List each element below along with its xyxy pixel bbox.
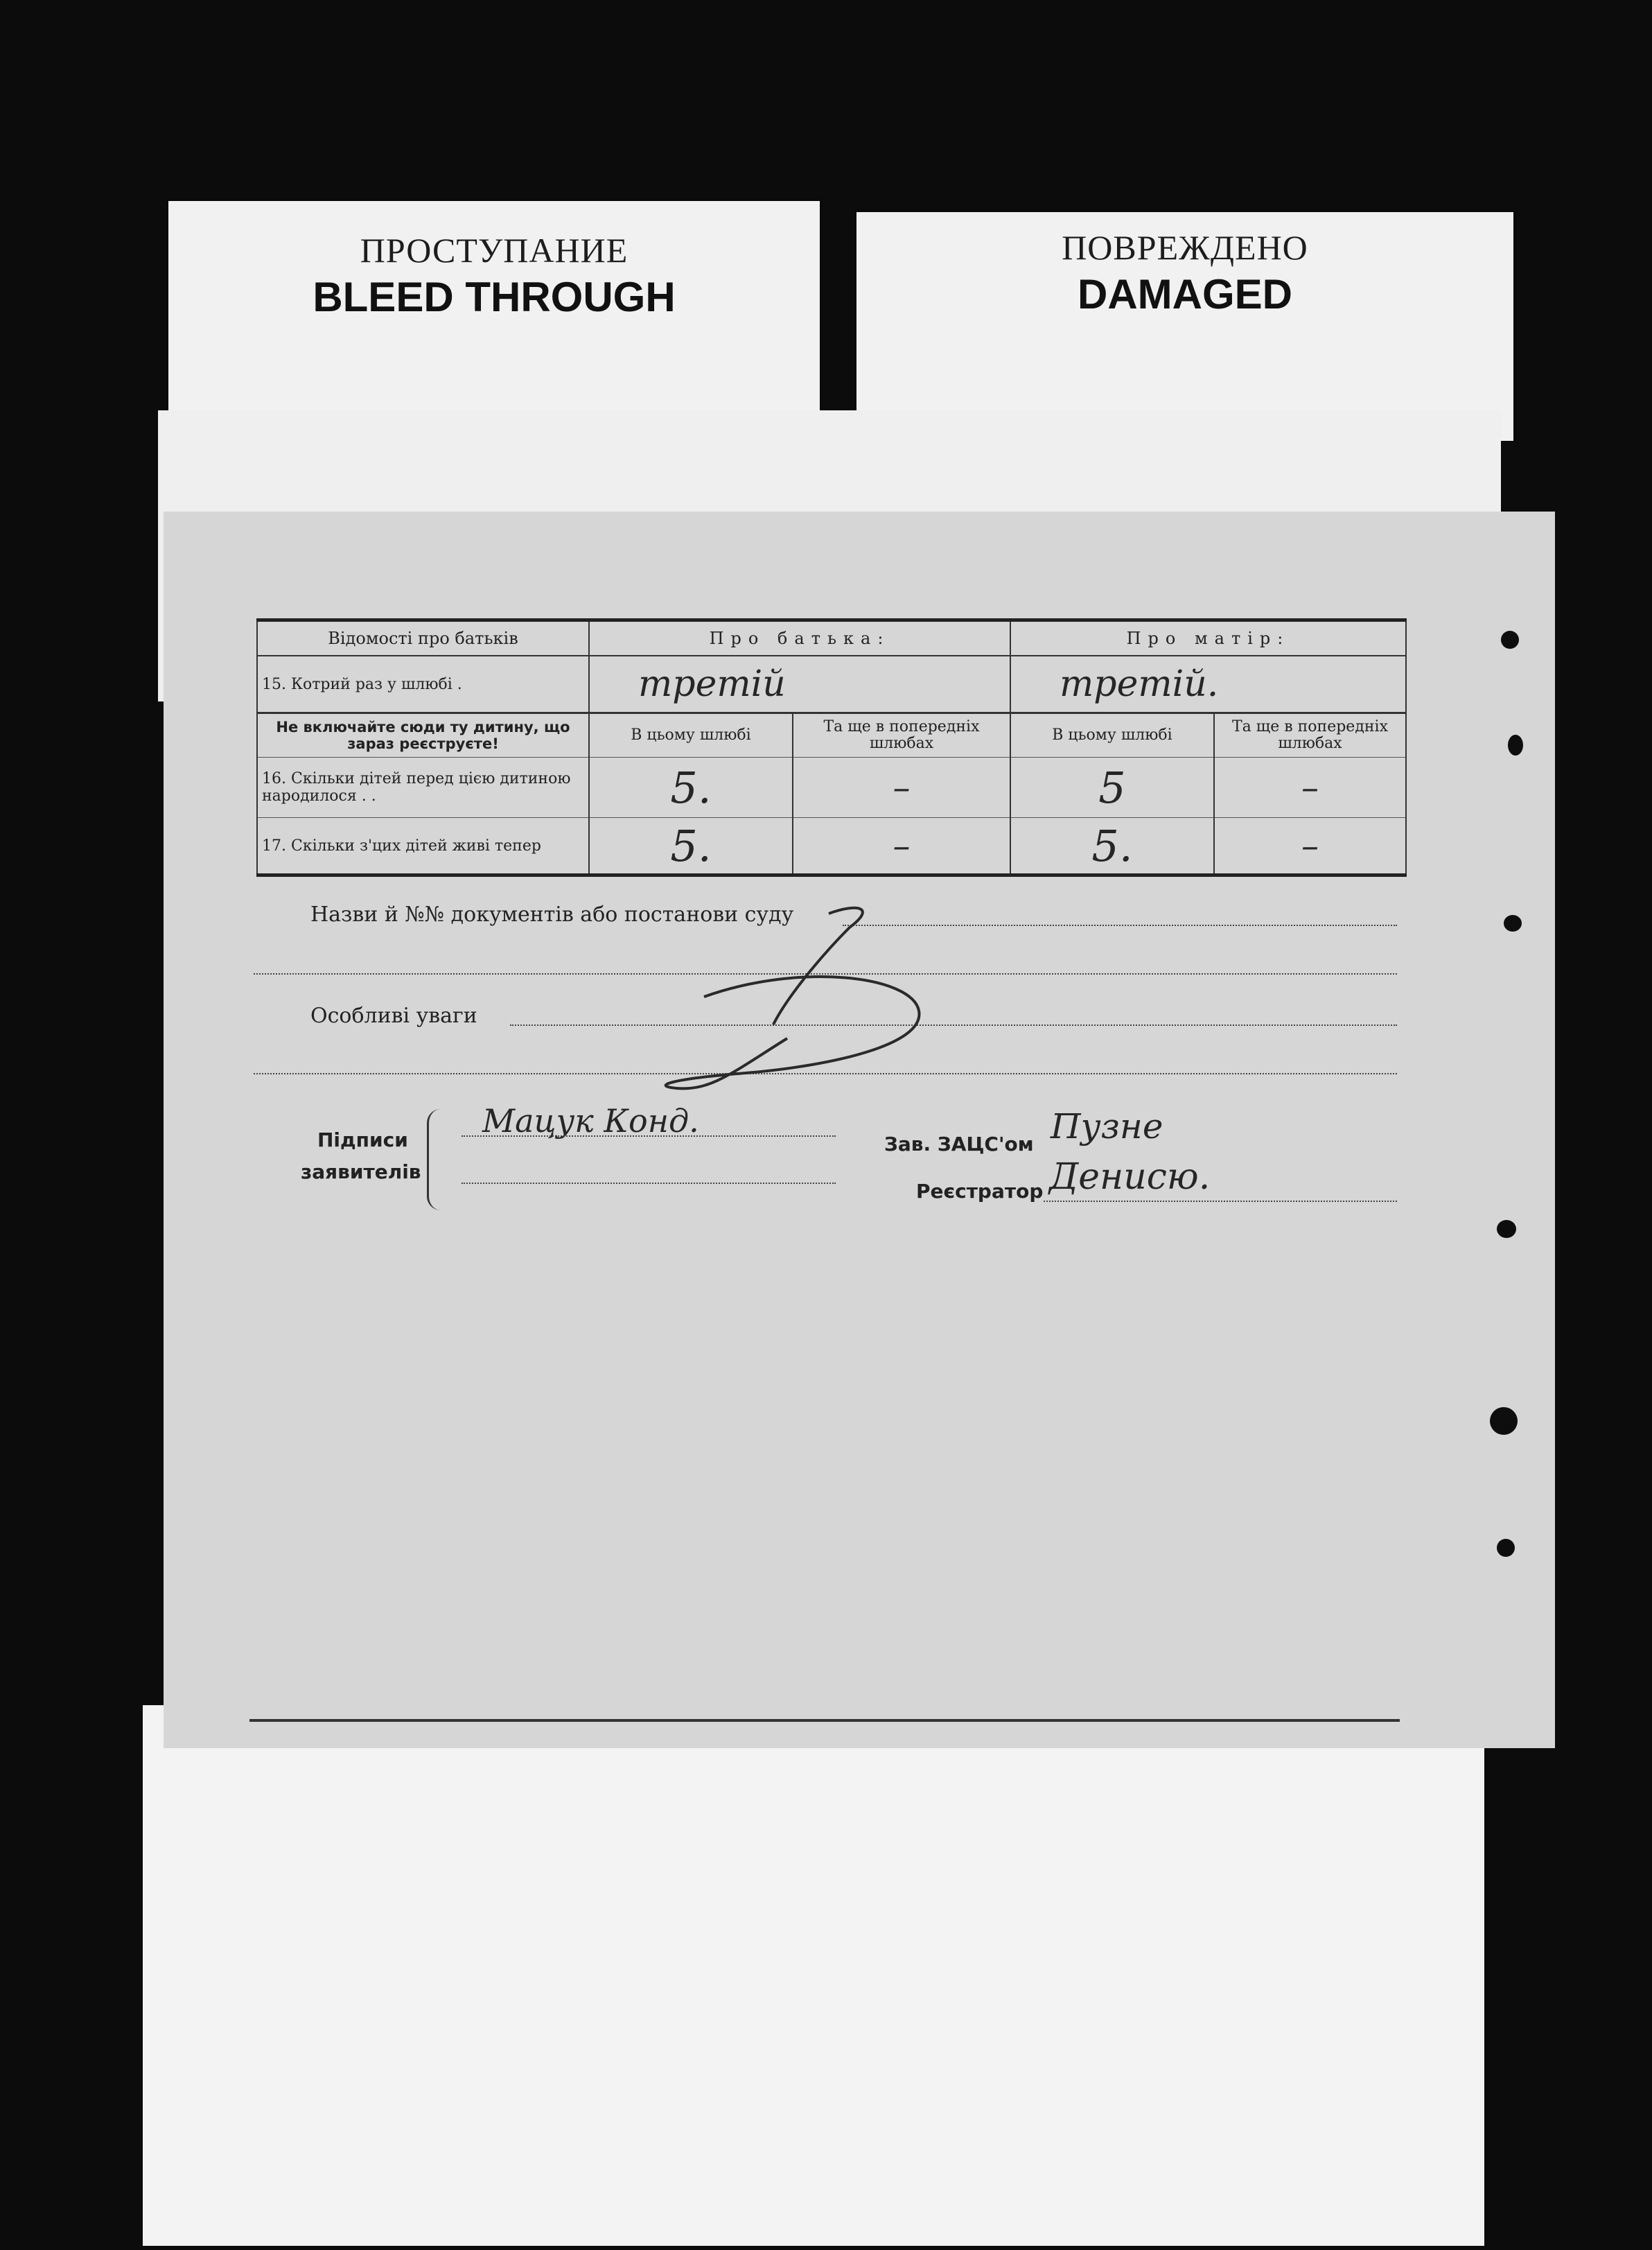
damage-hole <box>1497 1539 1515 1557</box>
head-label: Зав. ЗАЦС'ом <box>884 1133 1034 1155</box>
cancel-flourish <box>621 900 1106 1108</box>
row15-father: третій <box>589 656 1010 713</box>
applicant-signature: Мацук Конд. <box>482 1102 699 1140</box>
applicant-line-1 <box>462 1135 836 1137</box>
header-father: Про батька: <box>589 620 1010 656</box>
remarks-label: Особливі уваги <box>310 1004 477 1028</box>
documents-label: Назви й №№ документів або постанови суду <box>310 902 794 927</box>
bleed-through-card <box>168 201 820 430</box>
signatures-label-1: Підписи <box>317 1128 408 1151</box>
bleed-through-title-ru: ПРОСТУПАНИЕ <box>360 231 629 270</box>
header-mother: Про матір: <box>1010 620 1406 656</box>
row16-label: 16. Скільки дітей перед цією дитиною народилося . . <box>257 758 589 818</box>
bottom-rule <box>249 1719 1400 1722</box>
registrar-line <box>1044 1201 1397 1202</box>
damage-hole <box>1497 1220 1516 1238</box>
row17-mother-this: 5. <box>1010 818 1214 875</box>
damage-hole <box>1504 915 1522 932</box>
sub-mother-this-marriage: В цьому шлюбі <box>1010 713 1214 758</box>
row15-mother: третій. <box>1010 656 1406 713</box>
row16-mother-this: 5 <box>1010 758 1214 818</box>
lower-white-sheet <box>143 1705 1484 2246</box>
row16-father-prev: – <box>793 758 1010 818</box>
header-parents-info: Відомості про батьків <box>257 620 589 656</box>
row17-label: 17. Скільки з'цих дітей живі тепер <box>257 818 589 875</box>
signatures-brace <box>427 1109 443 1210</box>
row17-father-this: 5. <box>589 818 793 875</box>
row16-father-this: 5. <box>589 758 793 818</box>
row17-father-prev: – <box>793 818 1010 875</box>
document-page <box>164 512 1555 1748</box>
parents-info-table <box>256 618 1407 877</box>
damaged-card <box>856 212 1513 441</box>
bleed-through-title-en: BLEED THROUGH <box>313 274 676 320</box>
sub-father-this-marriage: В цьому шлюбі <box>589 713 793 758</box>
damage-hole <box>1501 631 1519 649</box>
signatures-label-2: заявителів <box>301 1160 421 1183</box>
registrar-label: Реєстратор <box>916 1180 1044 1203</box>
head-signature: Пузне <box>1051 1106 1163 1146</box>
registrar-signature: Денисю. <box>1049 1156 1211 1198</box>
damage-hole <box>1508 735 1523 756</box>
sub-father-previous: Та ще в попередніх шлюбах <box>793 713 1010 758</box>
damaged-title-en: DAMAGED <box>1078 271 1292 317</box>
damage-hole <box>1490 1407 1518 1435</box>
damaged-title-ru: ПОВРЕЖДЕНО <box>1062 228 1308 267</box>
row16-mother-prev: – <box>1214 758 1406 818</box>
row17-mother-prev: – <box>1214 818 1406 875</box>
exclusion-note: Не включайте сюди ту дитину, що зараз реєструєте! <box>257 713 589 758</box>
applicant-line-2 <box>462 1183 836 1184</box>
sub-mother-previous: Та ще в попередніх шлюбах <box>1214 713 1406 758</box>
row15-label: 15. Котрий раз у шлюбі . <box>257 656 589 713</box>
